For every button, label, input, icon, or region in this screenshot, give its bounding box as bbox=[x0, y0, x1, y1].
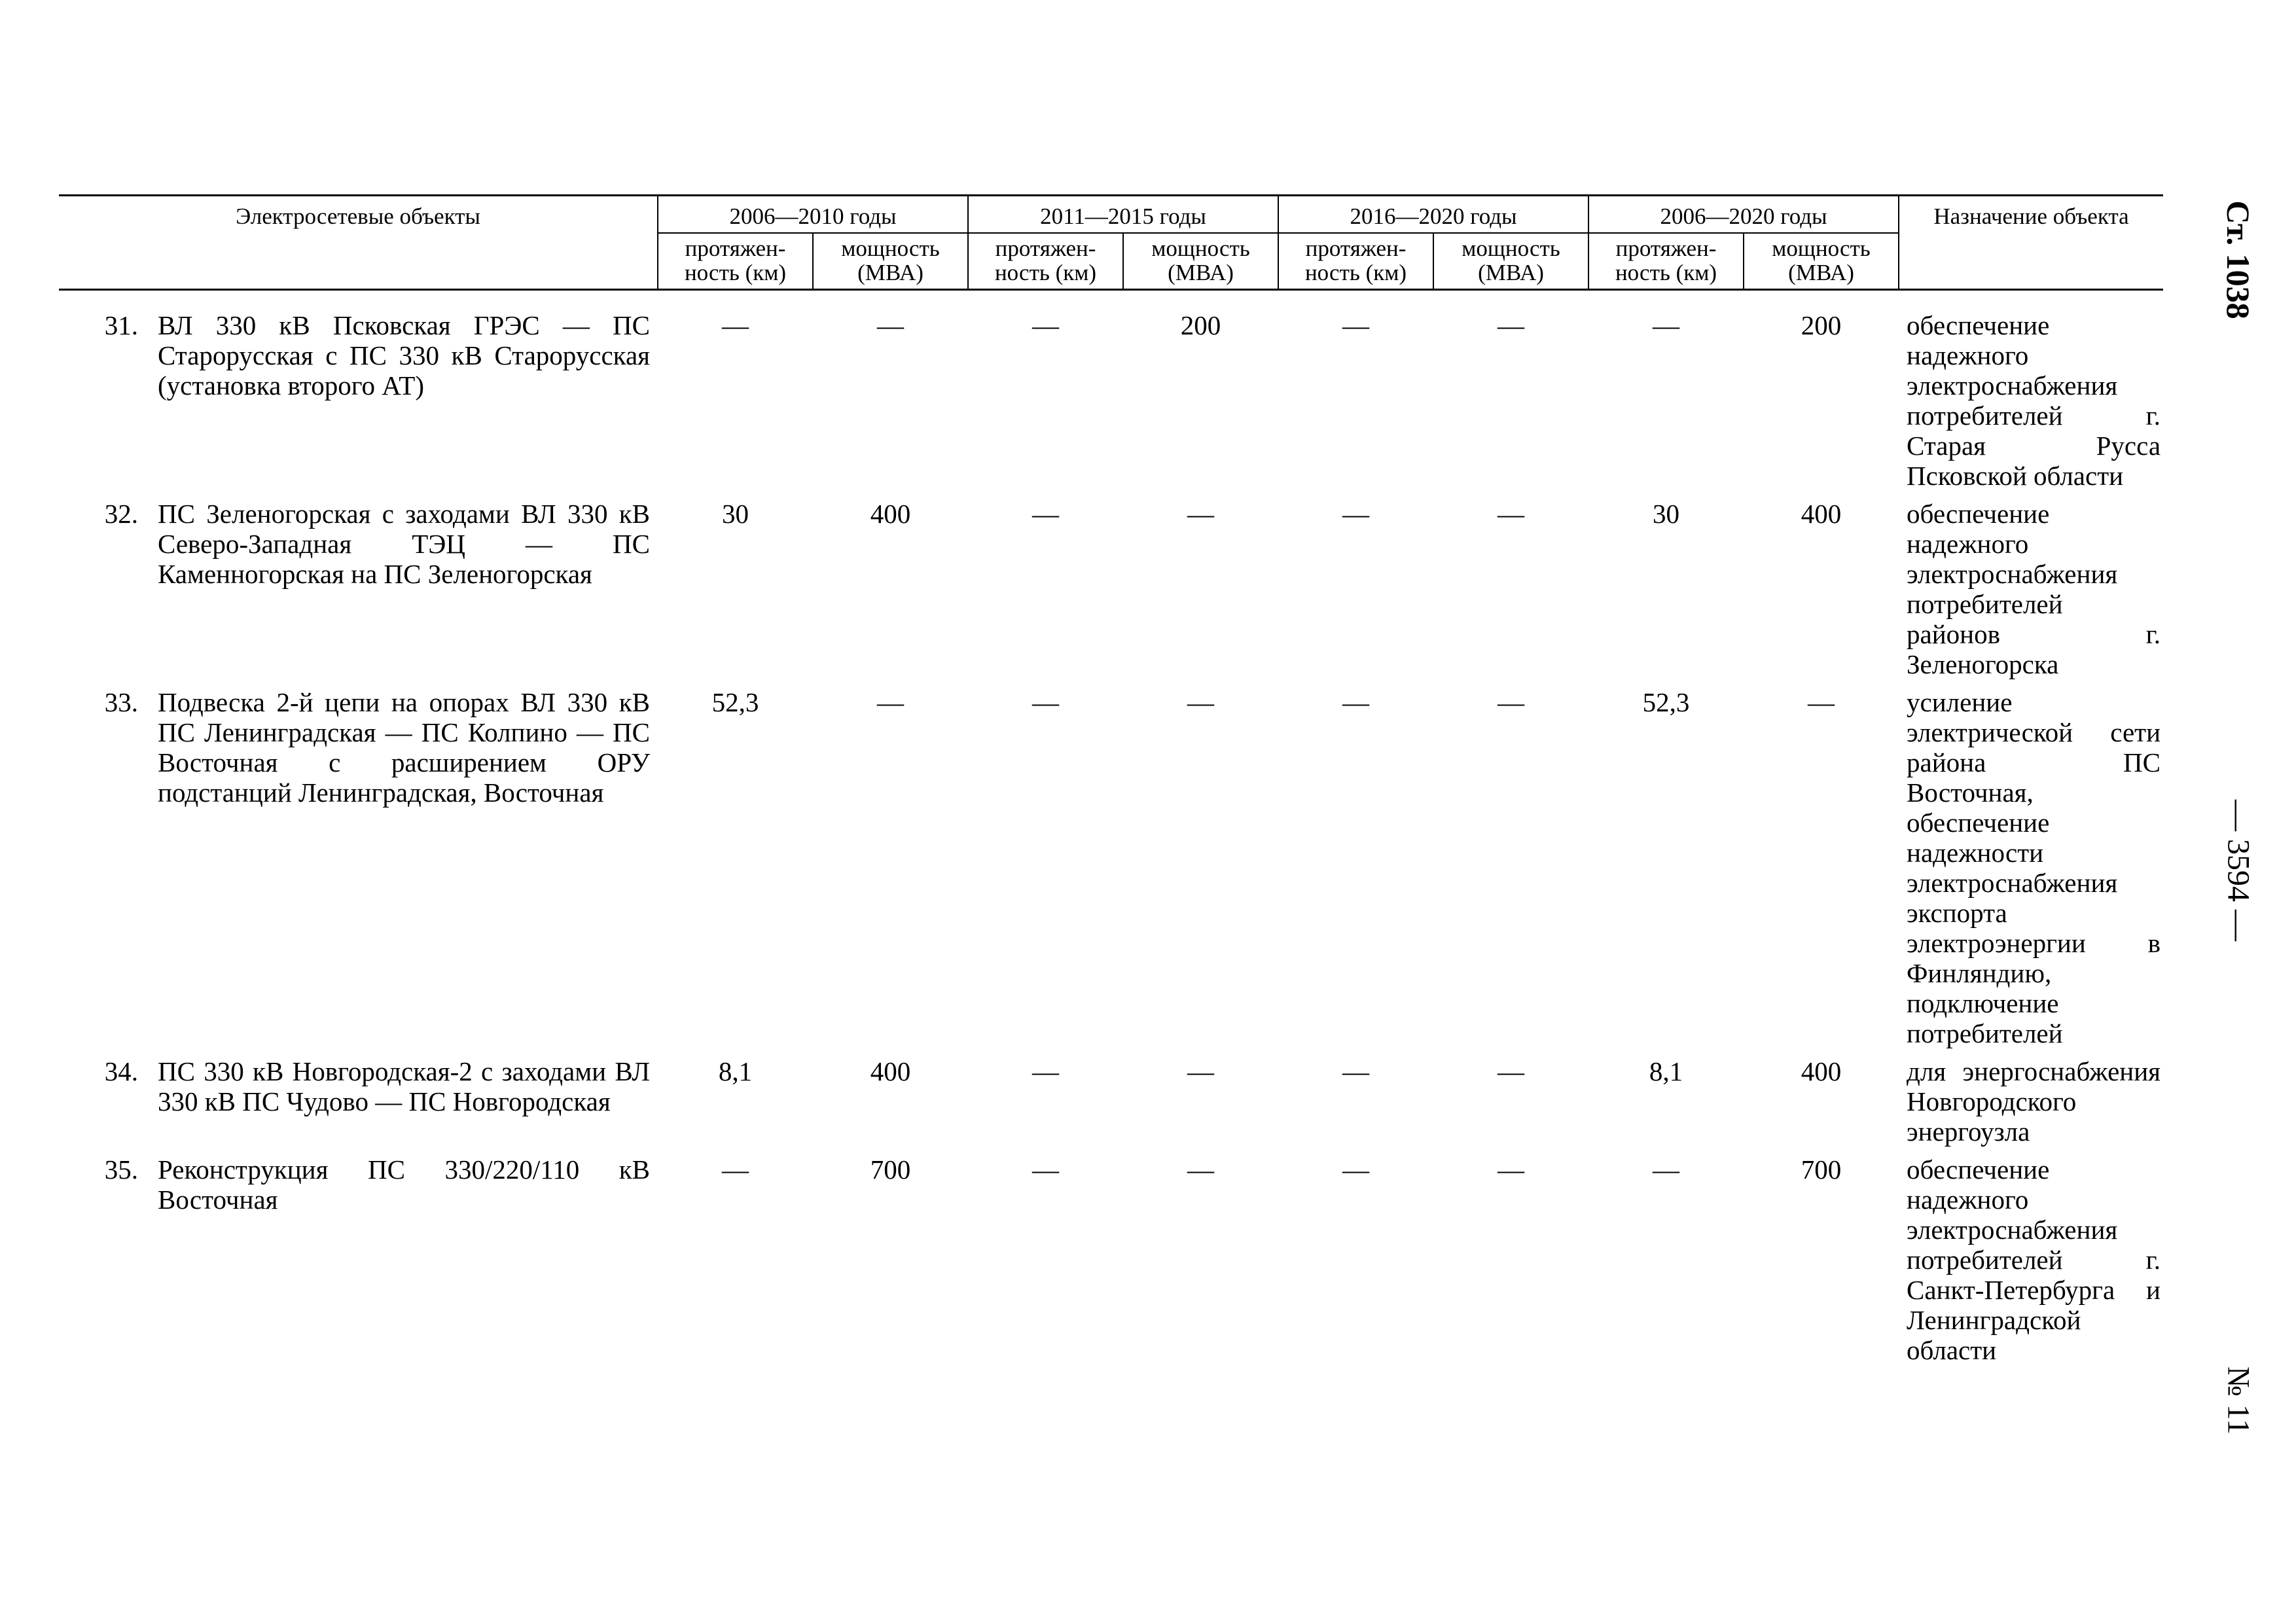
table-row bbox=[59, 290, 2163, 499]
table-row bbox=[59, 1154, 2163, 1373]
row-number: 31. bbox=[104, 310, 138, 340]
header-purpose: Назначение объекта bbox=[1899, 196, 2163, 290]
header-length: протяжен-ность (км) bbox=[1278, 233, 1433, 290]
table-row bbox=[59, 687, 2163, 1056]
value-cell: — bbox=[1032, 687, 1060, 717]
header-period-2006-2010: 2006—2010 годы bbox=[658, 196, 968, 234]
value-cell: 200 bbox=[1801, 310, 1842, 340]
value-cell: — bbox=[1498, 687, 1525, 717]
object-name: Реконструкция ПС 330/220/110 кВ Восточная bbox=[158, 1154, 651, 1215]
value-cell: 400 bbox=[1801, 499, 1842, 529]
value-cell: — bbox=[722, 1154, 749, 1185]
value-cell: 400 bbox=[870, 1056, 911, 1086]
row-number: 33. bbox=[104, 687, 138, 717]
object-name: ВЛ 330 кВ Псковская ГРЭС — ПС Старорусская с ПС 330 кВ Старорусская (установка второго АТ) bbox=[158, 310, 651, 401]
page-number: — 3594 — bbox=[2221, 800, 2256, 941]
value-cell: — bbox=[1342, 1056, 1370, 1086]
row-number: 32. bbox=[104, 499, 138, 529]
value-cell: — bbox=[1187, 687, 1215, 717]
table-row bbox=[59, 499, 2163, 687]
value-cell: — bbox=[722, 310, 749, 340]
value-cell: — bbox=[1653, 310, 1680, 340]
value-cell: 700 bbox=[1801, 1154, 1842, 1185]
value-cell: 400 bbox=[1801, 1056, 1842, 1086]
header-power: мощность (МВА) bbox=[1123, 233, 1278, 290]
value-cell: 700 bbox=[870, 1154, 911, 1185]
value-cell: 52,3 bbox=[711, 687, 759, 717]
object-name: ПС 330 кВ Новгородская-2 с заходами ВЛ 330 кВ ПС Чудово — ПС Новгородская bbox=[158, 1056, 651, 1116]
header-period-2016-2020: 2016—2020 годы bbox=[1278, 196, 1588, 234]
header-power: мощность (МВА) bbox=[1744, 233, 1899, 290]
header-length: протяжен-ность (км) bbox=[658, 233, 813, 290]
object-name: ПС Зеленогорская с заходами ВЛ 330 кВ Северо-Западная ТЭЦ — ПС Каменногорская на ПС Зеленогорская bbox=[158, 499, 651, 589]
value-cell: 30 bbox=[722, 499, 749, 529]
value-cell: — bbox=[1498, 310, 1525, 340]
value-cell: — bbox=[877, 687, 905, 717]
header-period-2006-2020: 2006—2020 годы bbox=[1588, 196, 1899, 234]
value-cell: — bbox=[1187, 499, 1215, 529]
header-length: протяжен-ность (км) bbox=[968, 233, 1123, 290]
value-cell: — bbox=[1032, 1056, 1060, 1086]
objects-table bbox=[59, 194, 2163, 1373]
value-cell: 200 bbox=[1180, 310, 1221, 340]
value-cell: — bbox=[1808, 687, 1835, 717]
page-reference: Ст. 1038 bbox=[2220, 200, 2257, 319]
value-cell: 52,3 bbox=[1642, 687, 1690, 717]
value-cell: — bbox=[1032, 1154, 1060, 1185]
value-cell: — bbox=[1342, 1154, 1370, 1185]
value-cell: — bbox=[1498, 499, 1525, 529]
table-row bbox=[59, 1056, 2163, 1154]
value-cell: — bbox=[1032, 499, 1060, 529]
value-cell: 400 bbox=[870, 499, 911, 529]
header-period-2011-2015: 2011—2015 годы bbox=[968, 196, 1278, 234]
issue-number: № 11 bbox=[2221, 1366, 2256, 1435]
row-number: 35. bbox=[104, 1154, 138, 1185]
object-purpose: обеспечение надежного электроснабжения потребителей районов г. Зеленогорска bbox=[1907, 499, 2161, 679]
header-objects: Электросетевые объекты bbox=[59, 196, 658, 290]
header-length: протяжен-ность (км) bbox=[1588, 233, 1744, 290]
object-name: Подвеска 2-й цепи на опорах ВЛ 330 кВ ПС Ленинградская — ПС Колпино — ПС Восточная с расширением ОРУ подстанций Ленинградская, Восточная bbox=[158, 687, 651, 808]
object-purpose: обеспечение надежного электроснабжения потребителей г. Старая Русса Псковской области bbox=[1907, 310, 2161, 491]
header-power: мощность (МВА) bbox=[813, 233, 968, 290]
value-cell: — bbox=[1498, 1056, 1525, 1086]
object-purpose: обеспечение надежного электроснабжения потребителей г. Санкт-Петербурга и Ленинградской области bbox=[1907, 1154, 2161, 1365]
value-cell: 30 bbox=[1653, 499, 1680, 529]
value-cell: — bbox=[1498, 1154, 1525, 1185]
value-cell: — bbox=[1187, 1154, 1215, 1185]
value-cell: — bbox=[1653, 1154, 1680, 1185]
value-cell: — bbox=[1342, 499, 1370, 529]
value-cell: — bbox=[1032, 310, 1060, 340]
value-cell: — bbox=[1342, 687, 1370, 717]
value-cell: — bbox=[1187, 1056, 1215, 1086]
value-cell: — bbox=[877, 310, 905, 340]
object-purpose: усиление электрической сети района ПС Восточная, обеспечение надежности электроснабжения экспорта электроэнергии в Финляндию, подключение потребителей bbox=[1907, 687, 2161, 1048]
value-cell: 8,1 bbox=[1649, 1056, 1683, 1086]
value-cell: — bbox=[1342, 310, 1370, 340]
header-power: мощность (МВА) bbox=[1433, 233, 1588, 290]
object-purpose: для энергоснабжения Новгородского энергоузла bbox=[1907, 1056, 2161, 1147]
row-number: 34. bbox=[104, 1056, 138, 1086]
value-cell: 8,1 bbox=[718, 1056, 753, 1086]
